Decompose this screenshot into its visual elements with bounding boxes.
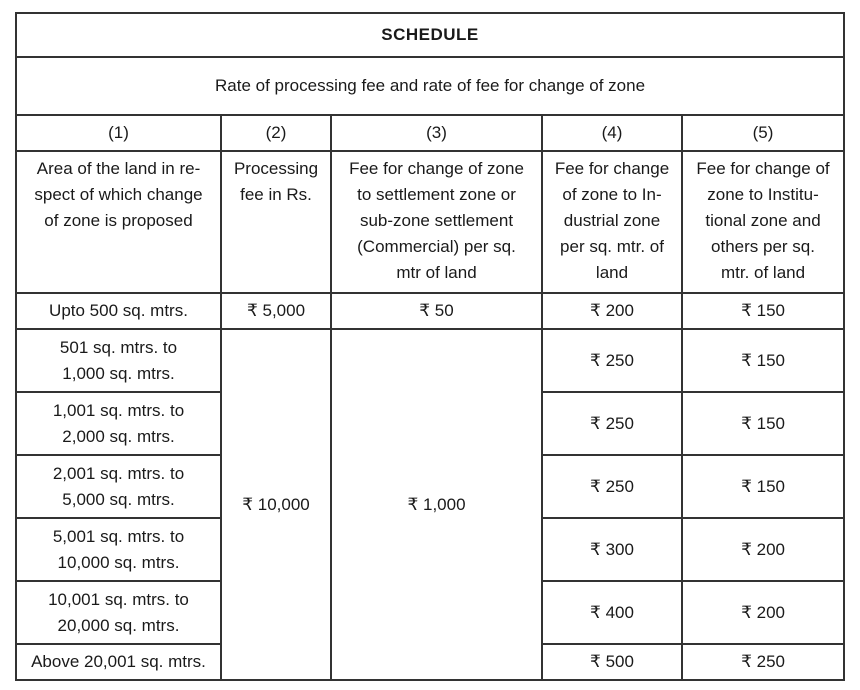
schedule-sheet — [15, 12, 843, 681]
area-line: 1,000 sq. mtrs. — [62, 363, 175, 383]
area-cell — [16, 293, 221, 329]
header-institutional-fee — [682, 151, 844, 293]
table-subtitle: Rate of processing fee and rate of fee for change of zone — [16, 57, 844, 115]
header-line: Fee for change of — [696, 159, 830, 178]
area-line: 20,000 sq. mtrs. — [57, 615, 180, 635]
column-number: (5) — [682, 115, 844, 151]
header-line: Fee for change — [554, 159, 670, 178]
area-cell — [16, 518, 221, 581]
header-line: fee in Rs. — [240, 185, 312, 204]
industrial-fee-cell: ₹ 200 — [542, 293, 682, 329]
table-title: SCHEDULE — [16, 13, 844, 57]
area-line: 10,001 sq. mtrs. to — [48, 589, 189, 609]
header-line: per sq. mtr. of — [560, 237, 664, 256]
processing-fee-cell: ₹ 5,000 — [221, 293, 331, 329]
industrial-fee-cell: ₹ 300 — [542, 518, 682, 581]
header-industrial-fee — [542, 151, 682, 293]
institutional-fee-cell: ₹ 150 — [682, 455, 844, 518]
institutional-fee-cell: ₹ 250 — [682, 644, 844, 680]
header-line: of zone is proposed — [44, 211, 193, 230]
institutional-fee-cell: ₹ 150 — [682, 392, 844, 455]
header-line: mtr. of land — [720, 263, 806, 282]
area-cell — [16, 644, 221, 680]
column-header-row — [16, 151, 844, 293]
table-row — [16, 329, 844, 392]
area-cell — [16, 455, 221, 518]
header-processing-fee — [221, 151, 331, 293]
industrial-fee-cell: ₹ 250 — [542, 329, 682, 392]
area-line: 2,001 sq. mtrs. to — [52, 463, 185, 483]
institutional-fee-cell: ₹ 150 — [682, 329, 844, 392]
header-commercial-fee — [331, 151, 542, 293]
area-line: 501 sq. mtrs. to — [59, 337, 178, 357]
header-line: land — [595, 263, 629, 282]
industrial-fee-cell: ₹ 250 — [542, 392, 682, 455]
header-line: (Commercial) per sq. — [357, 237, 516, 256]
header-line: spect of which change — [34, 185, 203, 204]
column-number-row — [16, 115, 844, 151]
industrial-fee-cell: ₹ 400 — [542, 581, 682, 644]
area-line: 1,001 sq. mtrs. to — [52, 400, 185, 420]
header-line: Fee for change of zone — [349, 159, 524, 178]
institutional-fee-cell: ₹ 200 — [682, 581, 844, 644]
column-number: (4) — [542, 115, 682, 151]
area-line: 5,001 sq. mtrs. to — [52, 526, 185, 546]
area-line: 2,000 sq. mtrs. — [62, 426, 175, 446]
header-area — [16, 151, 221, 293]
area-cell — [16, 581, 221, 644]
area-cell — [16, 329, 221, 392]
table-row — [16, 293, 844, 329]
header-line: of zone to In- — [562, 185, 662, 204]
area-cell — [16, 392, 221, 455]
column-number: (1) — [16, 115, 221, 151]
header-line: sub-zone settlement — [359, 211, 514, 230]
industrial-fee-cell: ₹ 500 — [542, 644, 682, 680]
merged-commercial-fee-cell: ₹ 1,000 — [331, 329, 542, 680]
header-line: Area of the land in re- — [36, 159, 201, 178]
institutional-fee-cell: ₹ 200 — [682, 518, 844, 581]
area-line: Above 20,001 sq. mtrs. — [31, 652, 206, 671]
column-number: (3) — [331, 115, 542, 151]
header-line: mtr of land — [396, 263, 477, 282]
merged-processing-fee-cell: ₹ 10,000 — [221, 329, 331, 680]
header-line: to settlement zone or — [357, 185, 516, 204]
header-line: others per sq. — [711, 237, 815, 256]
header-line: dustrial zone — [563, 211, 661, 230]
commercial-fee-cell: ₹ 50 — [331, 293, 542, 329]
schedule-table — [15, 12, 845, 681]
industrial-fee-cell: ₹ 250 — [542, 455, 682, 518]
area-line: 5,000 sq. mtrs. — [62, 489, 175, 509]
area-line: 10,000 sq. mtrs. — [57, 552, 180, 572]
institutional-fee-cell: ₹ 150 — [682, 293, 844, 329]
area-line: Upto 500 sq. mtrs. — [49, 301, 188, 320]
header-line: zone to Institu- — [707, 185, 819, 204]
header-line: tional zone and — [705, 211, 821, 230]
column-number: (2) — [221, 115, 331, 151]
header-line: Processing — [233, 159, 319, 178]
